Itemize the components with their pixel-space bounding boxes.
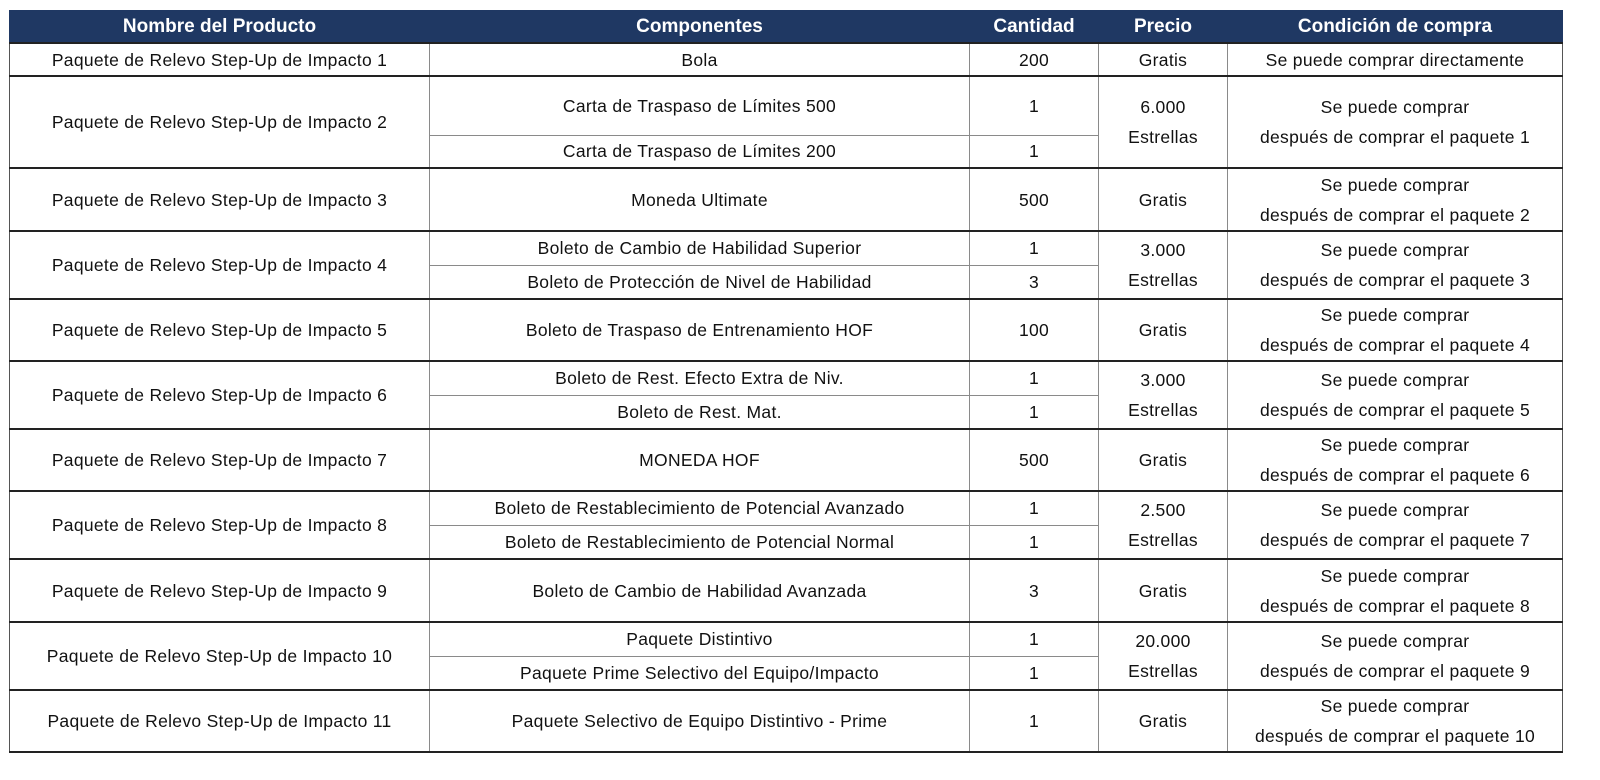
price-cell-line: Estrellas xyxy=(1128,530,1198,550)
component-cell: Boleto de Rest. Efecto Extra de Niv. xyxy=(430,361,970,395)
product-name-cell: Paquete de Relevo Step-Up de Impacto 6 xyxy=(10,361,430,429)
component-cell: Paquete Prime Selectivo del Equipo/Impacto xyxy=(430,656,970,690)
quantity-cell: 3 xyxy=(970,559,1099,622)
condition-cell-line: después de comprar el paquete 7 xyxy=(1259,530,1531,550)
product-name-cell: Paquete de Relevo Step-Up de Impacto 8 xyxy=(10,491,430,559)
table-body xyxy=(10,43,1563,752)
condition-cell-line: Se puede comprar xyxy=(1320,500,1470,520)
price-cell xyxy=(1099,168,1228,231)
quantity-cell: 100 xyxy=(970,299,1099,361)
condition-cell-line: después de comprar el paquete 8 xyxy=(1259,595,1531,616)
price-cell-line: Estrellas xyxy=(1128,127,1198,147)
condition-cell xyxy=(1228,43,1563,76)
component-cell: MONEDA HOF xyxy=(430,429,970,491)
condition-cell-line: después de comprar el paquete 10 xyxy=(1254,726,1536,746)
condition-cell xyxy=(1228,559,1563,622)
table-row xyxy=(10,299,1563,361)
condition-cell-line: Se puede comprar directamente xyxy=(1265,49,1525,70)
price-cell-line: Gratis xyxy=(1138,450,1188,470)
condition-cell-line: Se puede comprar xyxy=(1320,305,1470,325)
quantity-cell: 1 xyxy=(970,231,1099,265)
price-cell-line: Gratis xyxy=(1138,49,1188,70)
product-name-cell: Paquete de Relevo Step-Up de Impacto 10 xyxy=(10,622,430,690)
header-components: Componentes xyxy=(430,11,970,44)
price-cell-line: Gratis xyxy=(1138,711,1188,731)
price-cell-line: 2.500 xyxy=(1140,500,1186,520)
condition-cell xyxy=(1228,231,1563,299)
table-row xyxy=(10,231,1563,265)
table-row xyxy=(10,168,1563,231)
condition-cell-line: Se puede comprar xyxy=(1320,174,1470,195)
table-row xyxy=(10,361,1563,395)
product-name-cell: Paquete de Relevo Step-Up de Impacto 9 xyxy=(10,559,430,622)
price-cell-line: Estrellas xyxy=(1128,270,1198,290)
component-cell: Carta de Traspaso de Límites 500 xyxy=(430,76,970,135)
condition-cell xyxy=(1228,622,1563,690)
product-name-cell: Paquete de Relevo Step-Up de Impacto 2 xyxy=(10,76,430,168)
price-cell xyxy=(1099,690,1228,752)
price-cell xyxy=(1099,76,1228,168)
component-cell: Boleto de Restablecimiento de Potencial Normal xyxy=(430,525,970,559)
price-cell xyxy=(1099,622,1228,690)
condition-cell-line: Se puede comprar xyxy=(1320,370,1470,390)
quantity-cell: 1 xyxy=(970,690,1099,752)
price-cell-line: Gratis xyxy=(1138,189,1188,210)
component-cell: Bola xyxy=(430,43,970,76)
condition-cell-line: Se puede comprar xyxy=(1320,435,1470,455)
price-cell xyxy=(1099,559,1228,622)
condition-cell xyxy=(1228,76,1563,168)
table-row xyxy=(10,76,1563,135)
price-cell-line: Gratis xyxy=(1138,320,1188,340)
condition-cell-line: Se puede comprar xyxy=(1320,696,1470,716)
condition-cell-line: Se puede comprar xyxy=(1320,631,1470,651)
component-cell: Boleto de Traspaso de Entrenamiento HOF xyxy=(430,299,970,361)
price-cell-line: 3.000 xyxy=(1140,370,1186,390)
table-row xyxy=(10,622,1563,656)
price-cell-line: Gratis xyxy=(1138,580,1188,601)
price-cell-line: Estrellas xyxy=(1128,661,1198,681)
quantity-cell: 1 xyxy=(970,361,1099,395)
product-name-cell: Paquete de Relevo Step-Up de Impacto 3 xyxy=(10,168,430,231)
quantity-cell: 500 xyxy=(970,429,1099,491)
condition-cell xyxy=(1228,299,1563,361)
product-name-cell: Paquete de Relevo Step-Up de Impacto 4 xyxy=(10,231,430,299)
quantity-cell: 1 xyxy=(970,395,1099,429)
price-cell xyxy=(1099,43,1228,76)
component-cell: Moneda Ultimate xyxy=(430,168,970,231)
condition-cell-line: después de comprar el paquete 4 xyxy=(1259,335,1531,355)
product-name-cell: Paquete de Relevo Step-Up de Impacto 7 xyxy=(10,429,430,491)
price-cell xyxy=(1099,429,1228,491)
table-row xyxy=(10,491,1563,525)
table-header xyxy=(10,11,1563,44)
component-cell: Carta de Traspaso de Límites 200 xyxy=(430,135,970,168)
condition-cell-line: después de comprar el paquete 3 xyxy=(1259,270,1531,290)
product-name-cell: Paquete de Relevo Step-Up de Impacto 5 xyxy=(10,299,430,361)
price-cell-line: 3.000 xyxy=(1140,240,1186,260)
condition-cell-line: después de comprar el paquete 5 xyxy=(1259,400,1531,420)
price-cell xyxy=(1099,231,1228,299)
condition-cell xyxy=(1228,690,1563,752)
condition-cell xyxy=(1228,491,1563,559)
table-row xyxy=(10,690,1563,752)
condition-cell xyxy=(1228,168,1563,231)
condition-cell-line: después de comprar el paquete 2 xyxy=(1259,204,1531,225)
quantity-cell: 1 xyxy=(970,622,1099,656)
component-cell: Boleto de Protección de Nivel de Habilidad xyxy=(430,265,970,299)
quantity-cell: 500 xyxy=(970,168,1099,231)
quantity-cell: 200 xyxy=(970,43,1099,76)
condition-cell xyxy=(1228,429,1563,491)
quantity-cell: 1 xyxy=(970,656,1099,690)
price-cell xyxy=(1099,491,1228,559)
component-cell: Paquete Selectivo de Equipo Distintivo - Prime xyxy=(430,690,970,752)
condition-cell-line: después de comprar el paquete 9 xyxy=(1259,661,1531,681)
component-cell: Boleto de Cambio de Habilidad Avanzada xyxy=(430,559,970,622)
header-product: Nombre del Producto xyxy=(10,11,430,44)
table-row xyxy=(10,559,1563,622)
quantity-cell: 1 xyxy=(970,76,1099,135)
price-cell-line: Estrellas xyxy=(1128,400,1198,420)
header-condition: Condición de compra xyxy=(1228,11,1563,44)
quantity-cell: 1 xyxy=(970,525,1099,559)
component-cell: Boleto de Cambio de Habilidad Superior xyxy=(430,231,970,265)
table-row xyxy=(10,429,1563,491)
price-cell xyxy=(1099,361,1228,429)
condition-cell-line: después de comprar el paquete 6 xyxy=(1259,465,1531,485)
condition-cell-line: Se puede comprar xyxy=(1320,97,1470,117)
condition-cell xyxy=(1228,361,1563,429)
price-cell-line: 6.000 xyxy=(1140,97,1186,117)
quantity-cell: 3 xyxy=(970,265,1099,299)
condition-cell-line: después de comprar el paquete 1 xyxy=(1259,127,1531,147)
header-quantity: Cantidad xyxy=(970,11,1099,44)
product-name-cell: Paquete de Relevo Step-Up de Impacto 11 xyxy=(10,690,430,752)
condition-cell-line: Se puede comprar xyxy=(1320,565,1470,586)
component-cell: Boleto de Rest. Mat. xyxy=(430,395,970,429)
header-row xyxy=(10,11,1563,44)
table-row xyxy=(10,43,1563,76)
product-name-cell: Paquete de Relevo Step-Up de Impacto 1 xyxy=(10,43,430,76)
component-cell: Boleto de Restablecimiento de Potencial Avanzado xyxy=(430,491,970,525)
quantity-cell: 1 xyxy=(970,135,1099,168)
price-cell-line: 20.000 xyxy=(1135,631,1191,651)
header-price: Precio xyxy=(1099,11,1228,44)
package-table xyxy=(9,10,1563,753)
condition-cell-line: Se puede comprar xyxy=(1320,240,1470,260)
price-cell xyxy=(1099,299,1228,361)
component-cell: Paquete Distintivo xyxy=(430,622,970,656)
quantity-cell: 1 xyxy=(970,491,1099,525)
